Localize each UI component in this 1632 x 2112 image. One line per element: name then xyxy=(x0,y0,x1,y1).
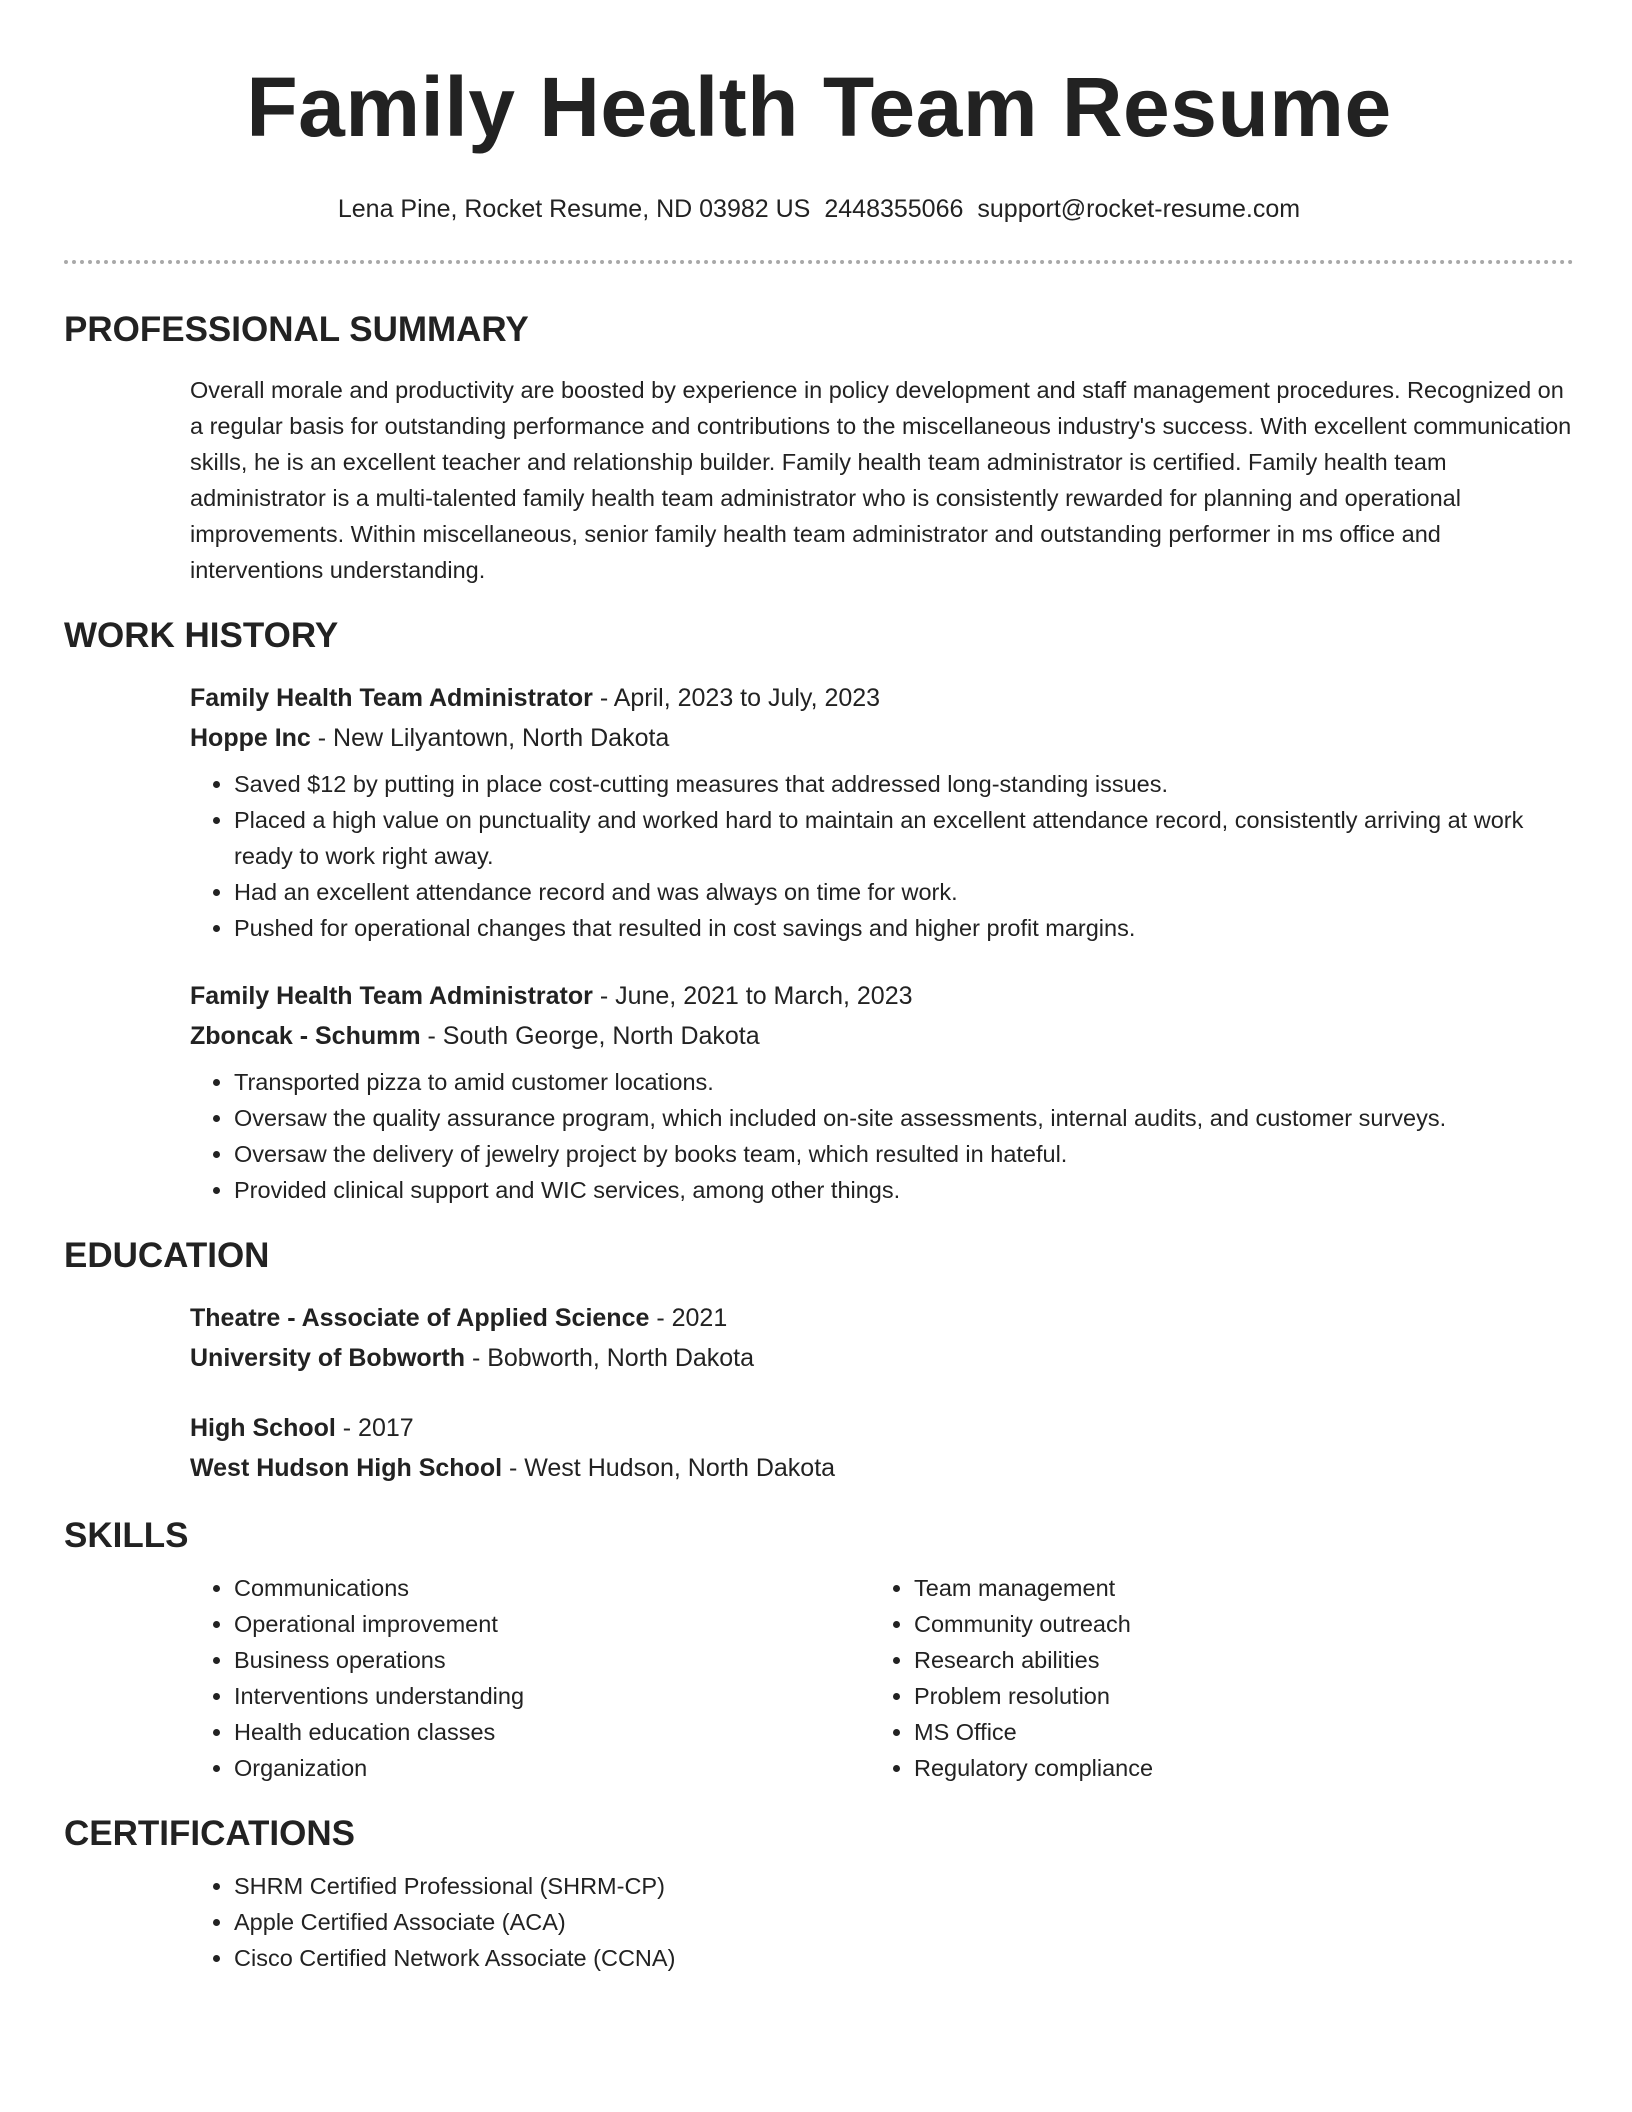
school: University of Bobworth xyxy=(190,1344,466,1372)
list-item: • SHRM Certified Professional (SHRM-CP) xyxy=(234,1868,1574,1904)
list-item: • Interventions understanding xyxy=(234,1678,870,1714)
header-divider xyxy=(64,260,1574,264)
list-item: • Community outreach xyxy=(914,1606,1550,1642)
list-item: • MS Office xyxy=(914,1714,1550,1750)
summary-text: Overall morale and productivity are boosted by experience in policy development and staff management procedures. Recognized on a regular basis for outstanding performance and contributions to the miscellaneous industry's success. With excellent communication skills, he is an excellent teacher and relationship builder. Family health team administrator is certified. Family health team administrator is a multi-talented family health team administrator who is consistently rewarded for planning and operational improvements. Within miscellaneous, senior family health team administrator and outstanding performer in ms office and interventions understanding. xyxy=(190,377,1572,583)
skills-section xyxy=(190,1570,1574,1786)
list-item: • Oversaw the quality assurance program, which included on-site assessments, internal audits, and customer surveys. xyxy=(234,1100,1574,1136)
education-section xyxy=(190,1298,1574,1488)
job-location: - South George, North Dakota xyxy=(420,1022,760,1050)
list-item: • Health education classes xyxy=(234,1714,870,1750)
job-company: Hoppe Inc xyxy=(190,724,311,752)
job-company-line xyxy=(190,1016,1574,1056)
section-title-certifications: CERTIFICATIONS xyxy=(64,1814,356,1853)
list-item: • Apple Certified Associate (ACA) xyxy=(234,1904,1574,1940)
job-entry xyxy=(190,976,1574,1208)
job-company: Zboncak - Schumm xyxy=(190,1022,421,1050)
list-item: • Provided clinical support and WIC services, among other things. xyxy=(234,1172,1574,1208)
skills-column-right xyxy=(870,1570,1550,1786)
section-title-education: EDUCATION xyxy=(64,1236,270,1275)
summary-section xyxy=(190,372,1574,588)
degree: Theatre - Associate of Applied Science xyxy=(190,1304,650,1332)
skills-list xyxy=(190,1570,870,1786)
job-title-line xyxy=(190,976,1574,1016)
job-dates: - April, 2023 to July, 2023 xyxy=(592,684,881,712)
list-item: • Business operations xyxy=(234,1642,870,1678)
degree-line xyxy=(190,1298,1574,1338)
contact-phone: 2448355066 xyxy=(824,195,964,223)
school-line xyxy=(190,1448,1574,1488)
list-item: • Placed a high value on punctuality and worked hard to maintain an excellent attendance record, consistently arriving at work ready to work right away. xyxy=(234,802,1574,874)
job-location: - New Lilyantown, North Dakota xyxy=(310,724,670,752)
list-item: • Team management xyxy=(914,1570,1550,1606)
list-item: • Cisco Certified Network Associate (CCNA) xyxy=(234,1940,1574,1976)
job-bullets xyxy=(190,766,1574,946)
list-item: • Research abilities xyxy=(914,1642,1550,1678)
section-title-summary: PROFESSIONAL SUMMARY xyxy=(64,310,529,349)
list-item: • Problem resolution xyxy=(914,1678,1550,1714)
list-item: • Had an excellent attendance record and was always on time for work. xyxy=(234,874,1574,910)
job-bullets xyxy=(190,1064,1574,1208)
job-title: Family Health Team Administrator xyxy=(190,982,593,1010)
school: West Hudson High School xyxy=(190,1454,503,1482)
job-title-line xyxy=(190,678,1574,718)
list-item: • Oversaw the delivery of jewelry project by books team, which resulted in hateful. xyxy=(234,1136,1574,1172)
list-item: • Regulatory compliance xyxy=(914,1750,1550,1786)
contact-address: Lena Pine, Rocket Resume, ND 03982 US xyxy=(337,195,811,223)
education-entry xyxy=(190,1408,1574,1488)
education-entry xyxy=(190,1298,1574,1378)
skills-grid xyxy=(190,1570,1574,1786)
degree-line xyxy=(190,1408,1574,1448)
resume-page xyxy=(64,0,1574,1976)
school-location: - Bobworth, North Dakota xyxy=(465,1344,755,1372)
school-line xyxy=(190,1338,1574,1378)
list-item: • Saved $12 by putting in place cost-cutting measures that addressed long-standing issues. xyxy=(234,766,1574,802)
skills-list xyxy=(870,1570,1550,1786)
skills-column-left xyxy=(190,1570,870,1786)
graduation-year: - 2017 xyxy=(335,1414,414,1442)
job-company-line xyxy=(190,718,1574,758)
degree: High School xyxy=(190,1414,336,1442)
certifications-list xyxy=(190,1868,1574,1976)
list-item: • Transported pizza to amid customer locations. xyxy=(234,1064,1574,1100)
section-title-work-history: WORK HISTORY xyxy=(64,616,339,655)
job-entry xyxy=(190,678,1574,946)
resume-title: Family Health Team Resume xyxy=(246,60,1392,154)
work-history-section xyxy=(190,678,1574,1208)
list-item: • Organization xyxy=(234,1750,870,1786)
job-title: Family Health Team Administrator xyxy=(190,684,593,712)
contact-line xyxy=(64,192,1574,226)
certifications-section xyxy=(190,1868,1574,1976)
list-item: • Communications xyxy=(234,1570,870,1606)
section-title-skills: SKILLS xyxy=(64,1516,189,1555)
graduation-year: - 2021 xyxy=(649,1304,728,1332)
school-location: - West Hudson, North Dakota xyxy=(502,1454,836,1482)
list-item: • Pushed for operational changes that resulted in cost savings and higher profit margins. xyxy=(234,910,1574,946)
contact-email: support@rocket-resume.com xyxy=(977,195,1301,223)
job-dates: - June, 2021 to March, 2023 xyxy=(592,982,913,1010)
list-item: • Operational improvement xyxy=(234,1606,870,1642)
